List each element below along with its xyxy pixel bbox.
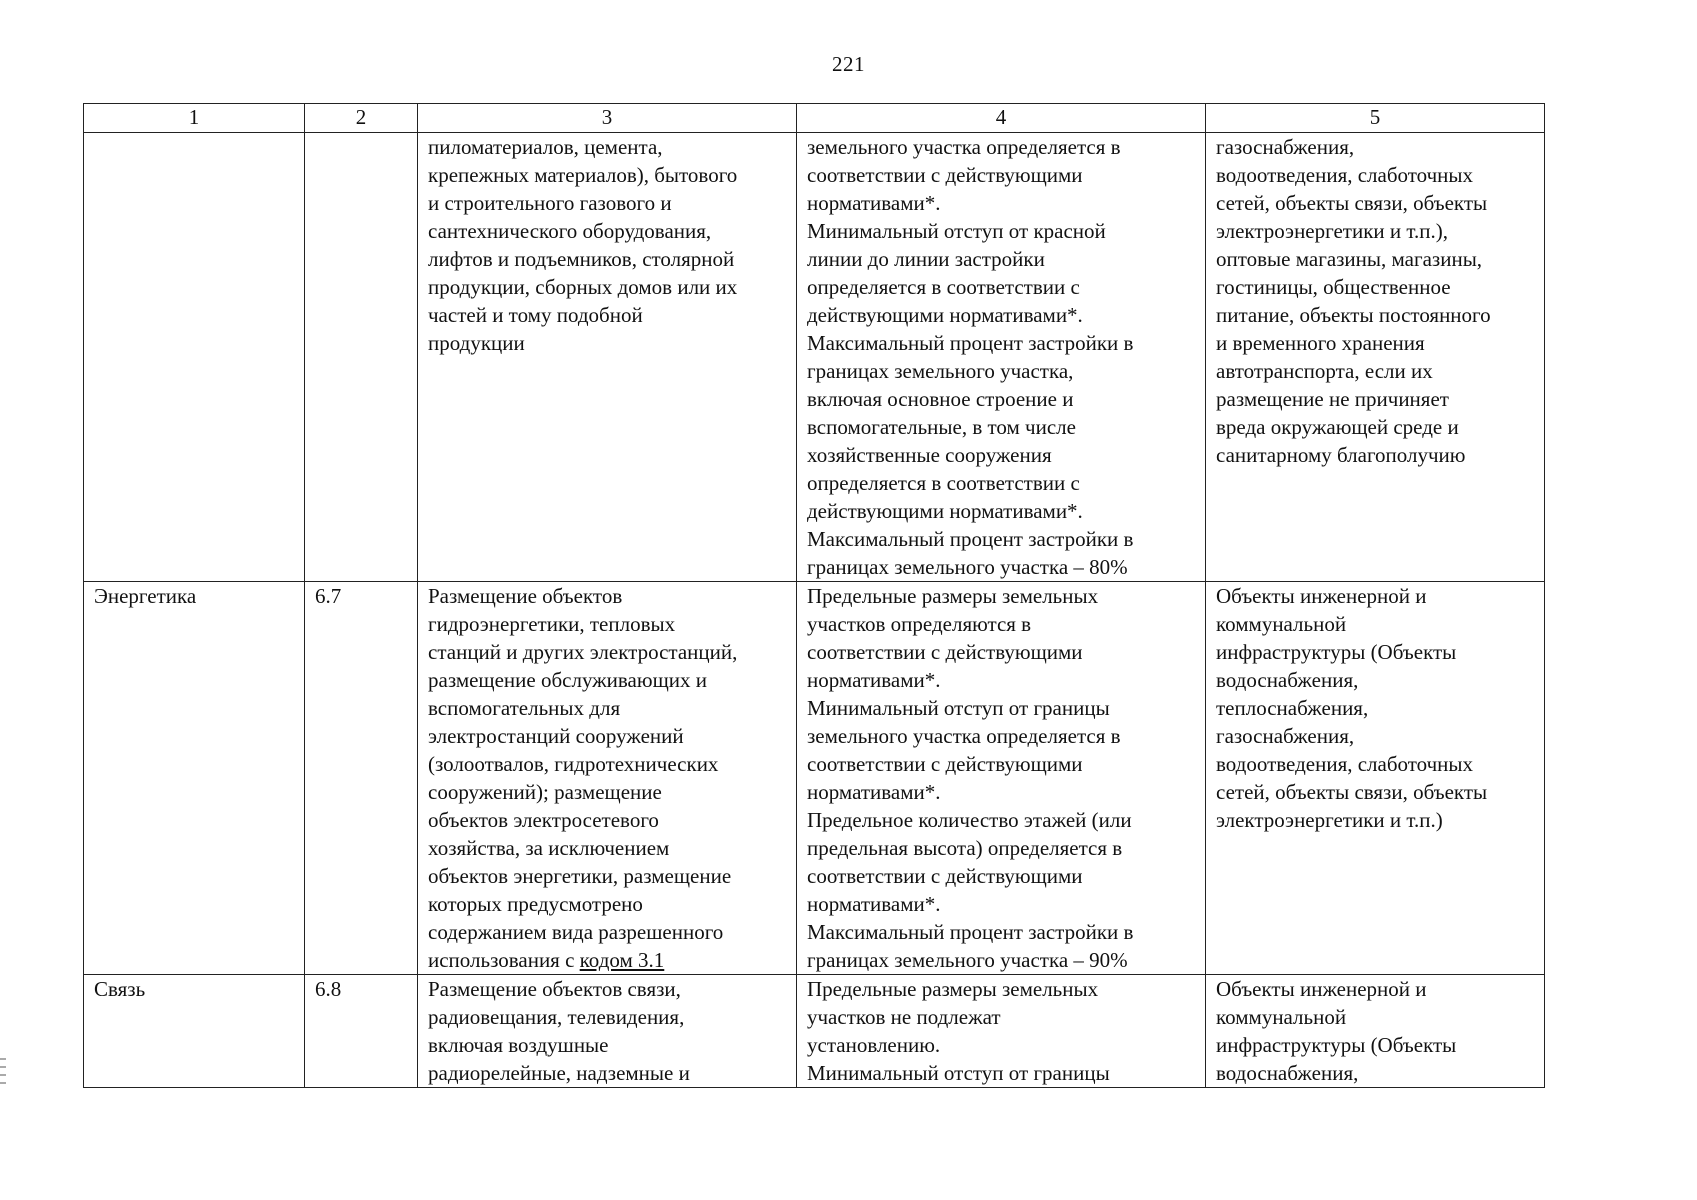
code-reference-link[interactable]: кодом 3.1 [579, 948, 665, 972]
table-header-row [84, 104, 1545, 133]
use-name-cell: Энергетика [84, 582, 305, 975]
column-header-4: 4 [797, 104, 1206, 133]
column-header-3: 3 [418, 104, 797, 133]
land-use-table [83, 103, 1545, 1088]
table-row [84, 133, 1545, 582]
use-description-cell: Размещение объектов связи, радиовещания, телевидения, включая воздушные радиорелейные, надземные и [418, 975, 797, 1088]
table-row [84, 975, 1545, 1088]
scan-margin-marks [0, 1055, 8, 1095]
use-description-cell: пиломатериалов, цемента, крепежных материалов), бытового и строительного газового и сантехнического оборудования, лифтов и подъемников, столярной продукции, сборных домов или их частей и тому подобной продукции [418, 133, 797, 582]
auxiliary-uses-cell: газоснабжения, водоотведения, слаботочных сетей, объекты связи, объекты электроэнергетики и т.п.), оптовые магазины, магазины, гостиницы, общественное питание, объекты постоянного и временного хранения автотранспорта, если их размещение не причиняет вреда окружающей среде и санитарному благополучию [1206, 133, 1545, 582]
use-parameters-cell: земельного участка определяется в соответствии с действующими нормативами*. Минимальный отступ от красной линии до линии застройки определяется в соответствии с действующими нормативами*. Максимальный процент застройки в границах земельного участка, включая основное строение и вспомогательные, в том числе хозяйственные сооружения определяется в соответствии с действующими нормативами*. Максимальный процент застройки в границах земельного участка – 80% [797, 133, 1206, 582]
use-description-text: Размещение объектов гидроэнергетики, тепловых станций и других электростанций, размещение обслуживающих и вспомогательных для электростанций сооружений (золоотвалов, гидротехнических сооружений); размещение объектов электросетевого хозяйства, за исключением объектов энергетики, размещение которых предусмотрено содержанием вида разрешенного использования с [428, 584, 738, 972]
use-code-cell: 6.7 [305, 582, 418, 975]
use-code-cell: 6.8 [305, 975, 418, 1088]
table-row [84, 582, 1545, 975]
column-header-1: 1 [84, 104, 305, 133]
use-code-cell [305, 133, 418, 582]
use-parameters-cell: Предельные размеры земельных участков определяются в соответствии с действующими нормативами*. Минимальный отступ от границы земельного участка определяется в соответствии с действующими нормативами*. Предельное количество этажей (или предельная высота) определяется в соответствии с действующими нормативами*. Максимальный процент застройки в границах земельного участка – 90% [797, 582, 1206, 975]
auxiliary-uses-cell: Объекты инженерной и коммунальной инфраструктуры (Объекты водоснабжения, теплоснабжения, газоснабжения, водоотведения, слаботочных сетей, объекты связи, объекты электроэнергетики и т.п.) [1206, 582, 1545, 975]
column-header-5: 5 [1206, 104, 1545, 133]
page-number: 221 [832, 52, 865, 76]
use-name-cell [84, 133, 305, 582]
column-header-2: 2 [305, 104, 418, 133]
use-description-cell [418, 582, 797, 975]
use-name-cell: Связь [84, 975, 305, 1088]
use-parameters-cell: Предельные размеры земельных участков не подлежат установлению. Минимальный отступ от границы [797, 975, 1206, 1088]
auxiliary-uses-cell: Объекты инженерной и коммунальной инфраструктуры (Объекты водоснабжения, [1206, 975, 1545, 1088]
